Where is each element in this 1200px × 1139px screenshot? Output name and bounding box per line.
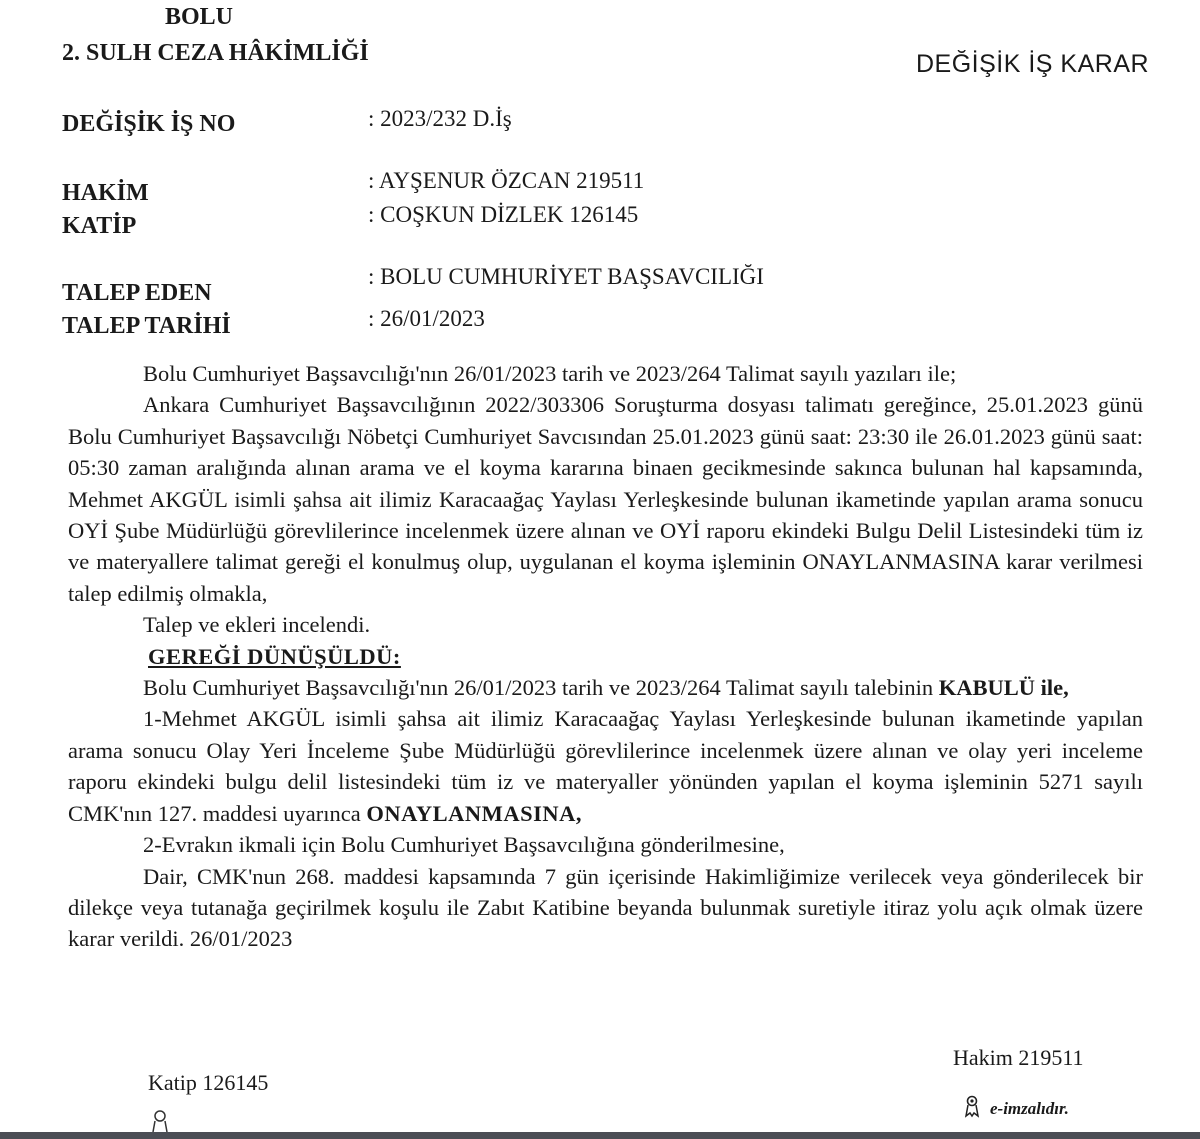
bottom-scan-border: [0, 1132, 1200, 1139]
request-paragraph: Ankara Cumhuriyet Başsavcılığının 2022/303306 Soruşturma dosyası talimatı gereğince, 25.01.2023 günü Bolu Cumhuriyet Başsavcılığı Nöbetçi Cumhuriyet Savcısından 25.01.2023 günü saat: 23:30 ile 26.01.2023 günü saat: 05:30 zaman aralığında alınan arama ve el koyma kararına binaen gecikmesinde sakınca bulunan hal kapsamında, Mehmet AKGÜL isimli şahsa ait ilimiz Karacaağaç Yaylası Yerleşkesinde bulunan ikametinde yapılan arama sonucu OYİ Şube Müdürlüğü görevlilerince incelenmek üzere alınan ve OYİ raporu ekindeki Bulgu Delil Listesindeki tüm iz ve materyallere talimat gereği el konulmuş olup, uygulanan el koyma işleminin ONAYLANMASINA karar verilmesi talep edilmiş olmakla,: [68, 392, 1143, 606]
intro-paragraph: Bolu Cumhuriyet Başsavcılığı'nın 26/01/2023 tarih ve 2023/264 Talimat sayılı yazıları ile;: [143, 361, 957, 386]
court-city: BOLU: [165, 4, 234, 30]
case-number-value: : 2023/232 D.İş: [368, 106, 512, 131]
clerk-value: : COŞKUN DİZLEK 126145: [368, 202, 639, 227]
court-name: 2. SULH CEZA HÂKİMLİĞİ: [62, 40, 369, 66]
request-date-label: TALEP TARİHİ: [62, 313, 231, 339]
ruling-item-1: [68, 703, 1143, 829]
ruling-item-2: 2-Evrakın ikmali için Bolu Cumhuriyet Başsavcılığına gönderilmesine,: [143, 832, 785, 858]
case-number-label: DEĞİŞİK İŞ NO: [62, 111, 236, 137]
e-signature-seal-icon: [960, 1094, 984, 1123]
acceptance-text: Bolu Cumhuriyet Başsavcılığı'nın 26/01/2023 tarih ve 2023/264 Talimat sayılı talebinin: [143, 675, 934, 701]
acceptance-paragraph: [68, 672, 1143, 703]
judge-signature: Hakim 219511: [953, 1045, 1084, 1070]
request-date-value: : 26/01/2023: [368, 306, 485, 331]
requester-value: : BOLU CUMHURİYET BAŞSAVCILIĞI: [368, 264, 764, 289]
ruling-item-1-bold: ONAYLANMASINA,: [366, 800, 582, 826]
ruling-item-1-text: 1-Mehmet AKGÜL isimli şahsa ait ilimiz Karacaağaç Yaylası Yerleşkesinde bulunan ikametinde yapılan arama sonucu Olay Yeri İnceleme Şube Müdürlüğü görevlilerince incelenmek üzere alınan ve olay yeri inceleme raporu ekindeki bulgu delil listesindeki tüm iz ve materyaller yönünden yapılan el koyma işleminin 5271 sayılı CMK'nın 127. maddesi uyarınca: [68, 706, 1143, 826]
e-signature: [960, 1094, 1069, 1123]
judge-value: : AYŞENUR ÖZCAN 219511: [368, 168, 645, 193]
document-type: DEĞİŞİK İŞ KARAR: [916, 50, 1150, 78]
judge-label: HAKİM: [62, 180, 149, 206]
decision-heading: GEREĞİ DÜNÜŞÜLDÜ:: [148, 643, 401, 669]
review-paragraph: Talep ve ekleri incelendi.: [143, 612, 371, 638]
acceptance-bold: KABULÜ ile,: [938, 675, 1069, 701]
clerk-label: KATİP: [62, 213, 137, 239]
clerk-signature: Katip 126145: [148, 1070, 269, 1095]
e-signature-label: e-imzalıdır.: [990, 1098, 1069, 1118]
requester-label: TALEP EDEN: [62, 280, 212, 306]
appeal-paragraph: Dair, CMK'nun 268. maddesi kapsamında 7 gün içerisinde Hakimliğimize verilecek veya gönderilecek bir dilekçe veya tutanağa geçirilmek koşulu ile Zabıt Katibine beyanda bulunmak suretiyle itiraz yolu açık olmak üzere karar verildi. 26/01/2023: [68, 863, 1143, 952]
decision-body: [68, 358, 1143, 955]
